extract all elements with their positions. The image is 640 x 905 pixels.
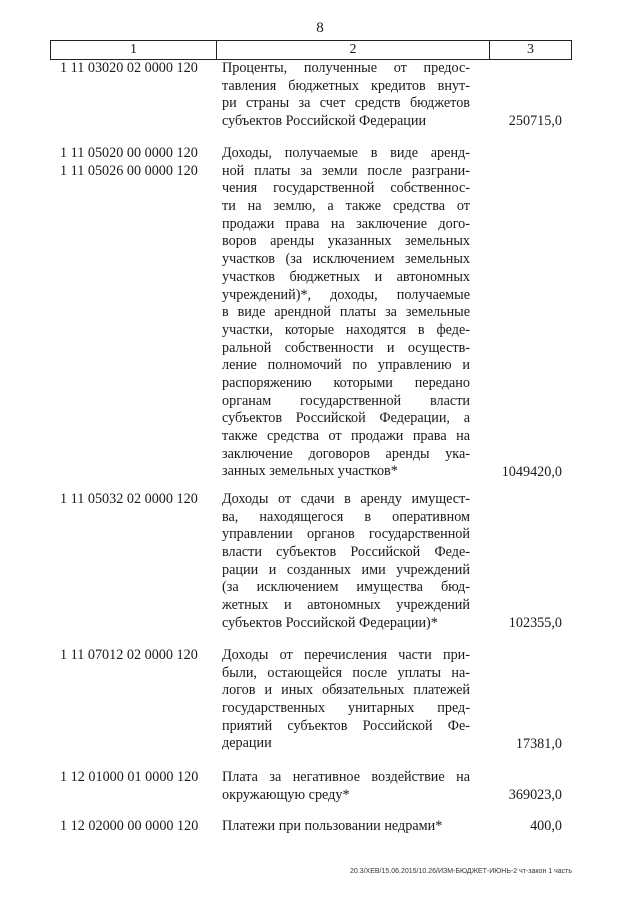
- description-line: участков (за исключением земельных: [222, 251, 470, 268]
- description-line: жетных и автономных учреждений: [222, 597, 470, 614]
- revenue-description: [222, 145, 470, 481]
- budget-code: [60, 769, 225, 787]
- revenue-description: [222, 60, 470, 131]
- amount-value: 102355,0: [508, 614, 562, 631]
- amount-value: 250715,0: [508, 113, 562, 130]
- description-line: заключение договоров аренды ука-: [222, 445, 470, 462]
- budget-code-line: 1 11 07012 02 0000 120: [60, 647, 198, 663]
- description-line: тавления бюджетных кредитов внут-: [222, 77, 470, 94]
- description-line: дерации: [222, 735, 272, 752]
- amount-value: 1049420,0: [501, 463, 562, 480]
- description-line: государственных унитарных пред-: [222, 700, 470, 717]
- description-line: органам государственной власти: [222, 392, 470, 409]
- column-header-1: 1: [51, 41, 217, 59]
- description-line: также средства от продажи права на: [222, 428, 470, 444]
- budget-code-line: 1 12 01000 01 0000 120: [60, 769, 199, 785]
- amount-value: 369023,0: [508, 786, 562, 803]
- description-line: власти субъектов Российской Феде-: [222, 544, 470, 561]
- description-line: Доходы, получаемые в виде аренд-: [222, 145, 470, 161]
- description-line: Доходы от сдачи в аренду имущест-: [222, 491, 470, 507]
- budget-code-line: 1 11 05032 02 0000 120: [60, 491, 198, 507]
- description-line: ти на землю, а также средства от: [222, 198, 470, 215]
- description-line: чения государственной собственнос-: [222, 180, 470, 197]
- description-line: ральной собственности и осуществ-: [222, 339, 470, 356]
- description-line: Проценты, полученные от предос-: [222, 60, 470, 76]
- description-line: субъектов Российской Федерации, а: [222, 410, 470, 427]
- description-line: в виде арендной платы за земельные: [222, 304, 470, 321]
- description-line: ва, находящегося в оперативном: [222, 508, 470, 525]
- description-line: управлении органов государственной: [222, 526, 470, 543]
- budget-code-line: 1 11 05020 00 0000 120: [60, 145, 198, 161]
- description-line: Платежи при пользовании недрами*: [222, 818, 443, 834]
- budget-code-line: 1 12 02000 00 0000 120: [60, 818, 199, 834]
- budget-code: [60, 491, 225, 509]
- revenue-description: [222, 647, 470, 753]
- page-number: 8: [316, 20, 324, 36]
- description-line: Доходы от перечисления части при-: [222, 647, 470, 663]
- description-line: учреждений)*, доходы, получаемые: [222, 286, 470, 303]
- budget-code-line: 1 11 05026 00 0000 120: [60, 162, 198, 179]
- description-line: рации и созданных ими учреждений: [222, 561, 470, 578]
- description-line: ление полномочий по управлению и: [222, 357, 470, 374]
- description-line: окружающую среду*: [222, 786, 350, 803]
- description-line: занных земельных участков*: [222, 463, 398, 480]
- description-line: воров аренды указанных земельных: [222, 233, 470, 250]
- column-header-2: 2: [217, 41, 490, 59]
- description-line: ри страны за счет средств бюджетов: [222, 95, 470, 112]
- revenue-description: [222, 491, 470, 633]
- revenue-description: [222, 818, 470, 836]
- description-line: логов и иных обязательных платежей: [222, 682, 470, 699]
- budget-code: [60, 647, 225, 665]
- description-line: распоряжению которыми передано: [222, 374, 470, 391]
- budget-code: [60, 145, 225, 180]
- budget-code: [60, 818, 225, 836]
- revenue-description: [222, 769, 470, 804]
- table-header: [50, 40, 572, 60]
- budget-code: [60, 60, 225, 78]
- description-line: субъектов Российской Федерации: [222, 113, 427, 130]
- description-line: приятий субъектов Российской Фе-: [222, 717, 470, 734]
- description-line: участков бюджетных и автономных: [222, 268, 470, 285]
- budget-code-line: 1 11 03020 02 0000 120: [60, 60, 198, 76]
- description-line: Плата за негативное воздействие на: [222, 769, 470, 785]
- document-footer: 20.3/ХЕВ/15.06.2015/10.26/ИЗМ-БЮДЖЕТ-ИЮНЬ-2 чт-закон 1 часть: [349, 868, 572, 875]
- description-line: были, остающейся после уплаты на-: [222, 664, 470, 681]
- column-header-3: 3: [527, 42, 534, 57]
- amount-value: 400,0: [530, 818, 562, 834]
- description-line: ной платы за земли после разграни-: [222, 162, 470, 179]
- amount-value: 17381,0: [515, 735, 562, 752]
- description-line: субъектов Российской Федерации)*: [222, 614, 438, 631]
- description-line: (за исключением имущества бюд-: [222, 579, 470, 596]
- description-line: участки, которые находятся в феде-: [222, 321, 470, 338]
- description-line: продажи права на заключение дого-: [222, 215, 470, 232]
